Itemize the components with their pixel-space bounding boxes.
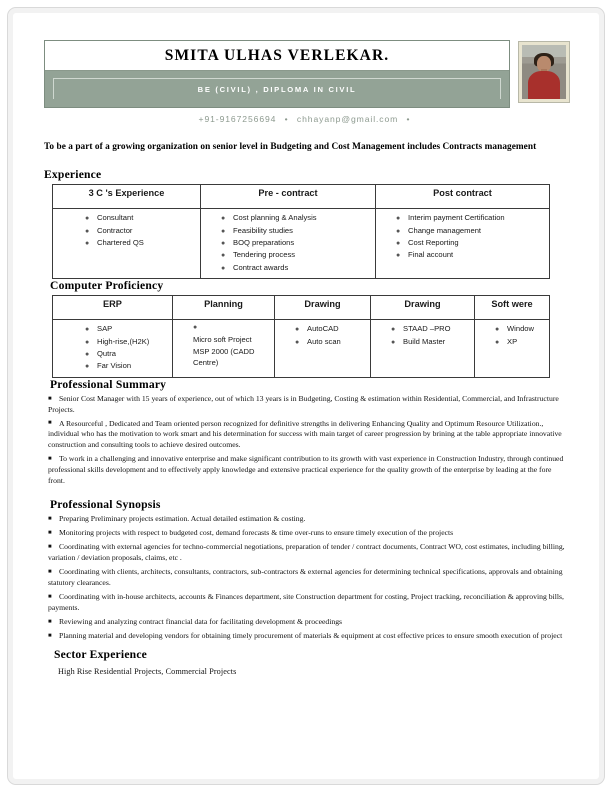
list-item xyxy=(493,336,545,348)
bullet-icon: ● xyxy=(85,215,90,223)
table-header-row xyxy=(53,185,550,209)
bullet-icon: ● xyxy=(495,326,500,334)
list-item xyxy=(219,237,371,249)
candidate-qualifications: BE (CIVIL) , DIPLOMA IN CIVIL xyxy=(53,78,501,99)
list-item xyxy=(83,237,196,249)
page-frame xyxy=(7,7,605,785)
bullet-icon: ● xyxy=(391,326,396,334)
bullet-icon: ● xyxy=(85,326,90,334)
bullet-icon: ● xyxy=(85,363,90,371)
list-item-label: To work in a challenging and innovative enterprise and make significant contribution to its growth with vast experience in Construction Industry, through continued professional skills development and to effectively apply knowledge and extensive practical experience for the quality growth of the enterprise by leading at the fore front. xyxy=(48,454,564,486)
col-3cs-experience: 3 C 's Experience xyxy=(53,185,201,209)
list-item-label: Reviewing and analyzing contract financial data for facilitating development & proceedings xyxy=(59,616,343,626)
list-item-label: STAAD –PRO xyxy=(403,324,451,334)
list-item-label: Contractor xyxy=(97,225,133,235)
list-item xyxy=(83,348,168,360)
section-heading-professional-summary: Professional Summary xyxy=(50,377,167,391)
col-pre-contract: Pre - contract xyxy=(201,185,376,209)
list-drawing-1 xyxy=(277,323,368,348)
list-item xyxy=(394,249,545,261)
list-item-label: Contract awards xyxy=(233,262,289,272)
bullet-square-icon: ■ xyxy=(48,420,52,427)
bullet-icon: ● xyxy=(193,324,198,332)
list-item-label: Coordinating with in-house architects, accounts & Finances department, site Construction department for costing, Project tracking, reconciliation & approving bills, payments. xyxy=(48,591,564,612)
list-item xyxy=(394,237,545,249)
contact-phone: +91-9167256694 xyxy=(198,114,277,124)
list-item-label: Window xyxy=(507,324,535,334)
list-item xyxy=(389,323,470,335)
list-item xyxy=(293,336,366,348)
col-erp: ERP xyxy=(53,296,173,320)
list-item-label: Far Vision xyxy=(97,361,132,371)
list-item-label: Interim payment Certification xyxy=(408,213,505,223)
list-item-label: XP xyxy=(507,336,518,346)
list-item xyxy=(48,542,570,564)
contact-line xyxy=(44,108,570,124)
list-item xyxy=(219,225,371,237)
bullet-square-icon: ■ xyxy=(48,568,52,575)
col-drawing-1: Drawing xyxy=(275,296,371,320)
list-erp xyxy=(55,323,170,372)
list-item-label: Chartered QS xyxy=(97,238,144,248)
cell-drawing-1 xyxy=(275,320,371,377)
bullet-icon: ● xyxy=(221,215,226,223)
list-item-label: Coordinating with external agencies for techno-commercial negotiations, preparation of tender / contract documents, Contract WO, cost estimates, including billing, variation / deviation proposals, claims, etc . xyxy=(48,542,565,562)
list-item-label: Micro soft Project MSP 2000 (CADD Centre) xyxy=(193,335,255,367)
list-item-label: Consultant xyxy=(97,213,134,223)
list-drawing-2 xyxy=(373,323,472,348)
cell-pre-contract xyxy=(201,209,376,279)
list-item xyxy=(219,249,371,261)
candidate-photo xyxy=(518,41,570,103)
bullet-square-icon: ■ xyxy=(48,593,52,600)
list-item xyxy=(83,225,196,237)
list-item-label: SAP xyxy=(97,324,113,334)
bullet-icon: ● xyxy=(396,240,401,248)
cell-drawing-2 xyxy=(371,320,475,377)
list-item xyxy=(48,394,570,416)
bullet-icon: ● xyxy=(85,227,90,235)
table-header-row xyxy=(53,296,550,320)
list-planning xyxy=(175,323,272,368)
bullet-icon: ● xyxy=(221,252,226,260)
cell-post-contract xyxy=(376,209,550,279)
list-pre-contract xyxy=(203,212,373,274)
list-item xyxy=(48,592,570,614)
list-item xyxy=(48,454,570,487)
professional-summary-list xyxy=(48,394,570,488)
list-item xyxy=(48,419,570,452)
contact-email[interactable]: chhayanp@gmail.com xyxy=(296,114,399,124)
photo-image xyxy=(522,45,566,99)
bullet-icon: ● xyxy=(221,227,226,235)
list-item xyxy=(219,212,371,224)
bullet-square-icon: ■ xyxy=(48,632,52,639)
list-item-label: AutoCAD xyxy=(307,324,339,334)
cell-soft-were xyxy=(475,320,550,377)
list-item-label: Feasibility studies xyxy=(233,225,293,235)
list-item-label: Change management xyxy=(408,225,482,235)
list-item xyxy=(191,323,270,368)
bullet-icon: ● xyxy=(221,264,226,272)
list-soft-were xyxy=(477,323,547,348)
list-item xyxy=(219,262,371,274)
bullet-icon: ● xyxy=(295,326,300,334)
bullet-icon: ● xyxy=(85,240,90,248)
list-item xyxy=(48,617,570,628)
list-item xyxy=(493,323,545,335)
bullet-square-icon: ■ xyxy=(48,516,52,523)
list-item-label: Coordinating with clients, architects, consultants, contractors, sub-contractors & external agencies for determining technical specifications, approvals and obtaining statutory clearances. xyxy=(48,566,563,587)
list-item xyxy=(394,212,545,224)
list-item-label: Auto scan xyxy=(307,336,341,346)
bullet-icon: ● xyxy=(85,350,90,358)
bullet-icon: ● xyxy=(495,338,500,346)
computer-proficiency-table xyxy=(52,295,550,377)
cell-3cs-experience xyxy=(53,209,201,279)
professional-synopsis-list xyxy=(48,514,570,641)
bullet-square-icon: ■ xyxy=(48,395,52,402)
list-item-label: Tendering process xyxy=(233,250,296,260)
cell-erp xyxy=(53,320,173,377)
list-item xyxy=(48,528,570,539)
bullet-icon: ● xyxy=(396,252,401,260)
col-planning: Planning xyxy=(173,296,275,320)
list-item-label: Monitoring projects with respect to budgeted cost, demand forecasts & time over-runs to ensure timely execution of the projects xyxy=(59,528,454,538)
photo-garment xyxy=(528,71,560,99)
list-item xyxy=(48,567,570,589)
bullet-icon: ● xyxy=(221,240,226,248)
bullet-square-icon: ■ xyxy=(48,530,52,537)
list-item xyxy=(293,323,366,335)
list-item xyxy=(48,514,570,525)
list-item xyxy=(83,336,168,348)
col-drawing-2: Drawing xyxy=(371,296,475,320)
list-item xyxy=(83,360,168,372)
col-post-contract: Post contract xyxy=(376,185,550,209)
list-3cs xyxy=(55,212,198,249)
section-heading-computer-proficiency: Computer Proficiency xyxy=(50,279,164,293)
cell-planning xyxy=(173,320,275,377)
bullet-icon: ● xyxy=(391,338,396,346)
bullet-icon: ● xyxy=(396,215,401,223)
list-item-label: Build Master xyxy=(403,336,446,346)
list-item xyxy=(394,225,545,237)
header-title-block xyxy=(44,40,510,108)
list-item-label: Senior Cost Manager with 15 years of experience, out of which 13 years is in Budgeting, Costing & estimation within Residential, Commercial, and Infrastructure Projects. xyxy=(48,393,559,414)
contact-separator-2: • xyxy=(406,114,411,124)
sector-experience-text: High Rise Residential Projects, Commercial Projects xyxy=(58,666,237,676)
list-item-label: High-rise,(H2K) xyxy=(97,336,150,346)
resume-page xyxy=(22,22,592,772)
bullet-square-icon: ■ xyxy=(48,543,52,550)
contact-separator-1: • xyxy=(284,114,289,124)
list-item xyxy=(83,212,196,224)
list-post-contract xyxy=(378,212,547,261)
section-heading-sector-experience: Sector Experience xyxy=(54,647,148,661)
table-body-row xyxy=(53,209,550,279)
bullet-icon: ● xyxy=(85,338,90,346)
section-heading-experience: Experience xyxy=(44,168,102,182)
experience-table xyxy=(52,184,550,279)
list-item-label: Preparing Preliminary projects estimation. Actual detailed estimation & costing. xyxy=(59,514,306,524)
list-item-label: BOQ preparations xyxy=(233,238,295,248)
list-item-label: Cost Reporting xyxy=(408,238,459,248)
list-item xyxy=(389,336,470,348)
table-body-row xyxy=(53,320,550,377)
bullet-icon: ● xyxy=(396,227,401,235)
section-heading-professional-synopsis: Professional Synopsis xyxy=(50,498,161,512)
bullet-square-icon: ■ xyxy=(48,618,52,625)
list-item xyxy=(48,631,570,642)
list-item-label: Cost planning & Analysis xyxy=(233,213,317,223)
list-item-label: A Resourceful , Dedicated and Team oriented person recognized for definitive strengths in delivering Enhancing Quality and Optimum Resource Utilization., individual who has the motivation to work smart and his determination for success with main target of career progression by brining at the table appropriate innovative construction and consulting tools to achieve desired outcomes. xyxy=(48,418,562,450)
qualifications-band xyxy=(45,71,509,107)
list-item-label: Final account xyxy=(408,250,454,260)
list-item-label: Qutra xyxy=(97,348,116,358)
bullet-square-icon: ■ xyxy=(48,456,52,463)
list-item xyxy=(83,323,168,335)
resume-header xyxy=(44,40,570,108)
career-objective: To be a part of a growing organization on senior level in Budgeting and Cost Management includes Contracts management xyxy=(44,142,537,152)
col-soft-were: Soft were xyxy=(475,296,550,320)
candidate-name: SMITA ULHAS VERLEKAR. xyxy=(45,41,509,71)
list-item-label: Planning material and developing vendors for obtaining timely procurement of materials & equipment at cost effective prices to ensure smooth execution of project xyxy=(59,630,563,640)
bullet-icon: ● xyxy=(295,338,300,346)
